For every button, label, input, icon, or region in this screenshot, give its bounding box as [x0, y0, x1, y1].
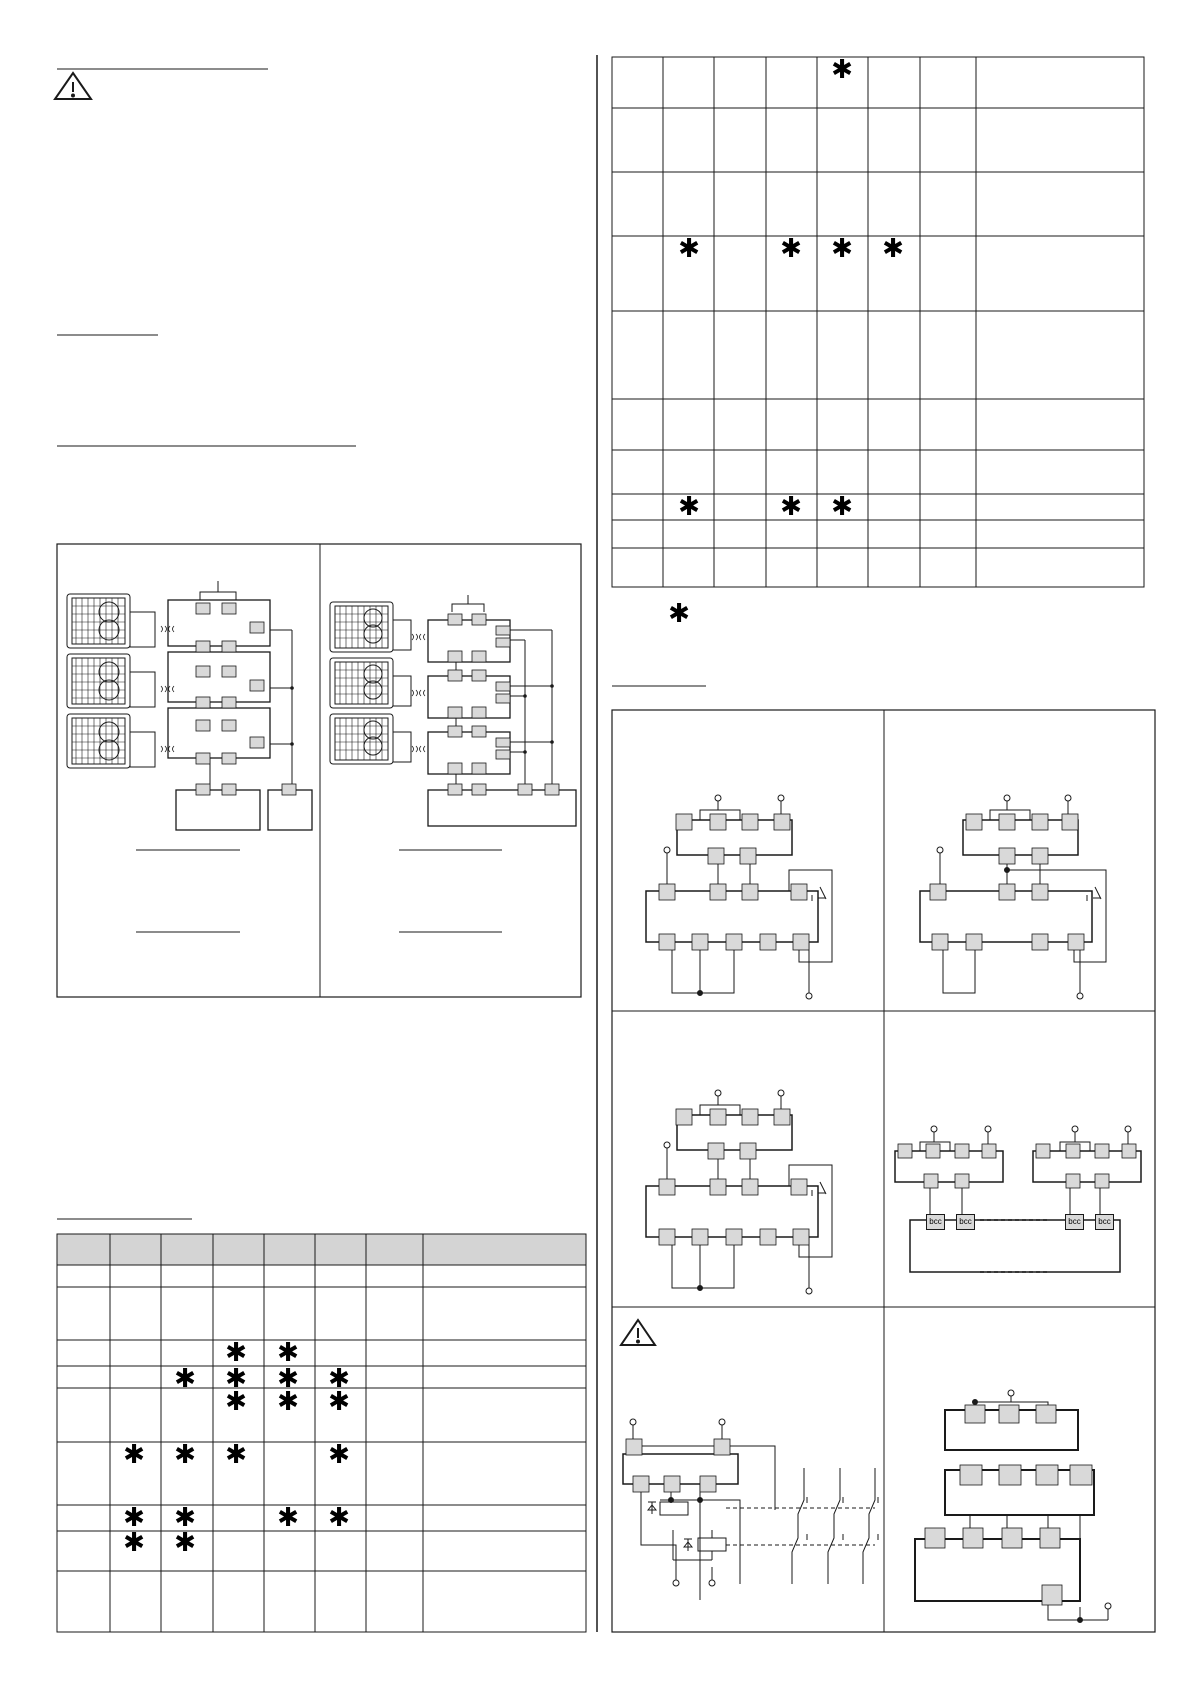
legend-star: ✱ [668, 599, 690, 629]
table-star: ✱ [174, 1503, 196, 1533]
table-star: ✱ [277, 1364, 299, 1394]
table-star: ✱ [225, 1338, 247, 1368]
table-star: ✱ [328, 1503, 350, 1533]
bus-box: bcc [956, 1214, 975, 1230]
table-star: ✱ [780, 492, 802, 522]
table-star: ✱ [882, 234, 904, 264]
table-star: ✱ [225, 1387, 247, 1417]
table-star: ✱ [328, 1364, 350, 1394]
bus-box: bcc [1095, 1214, 1114, 1230]
warning-triangle-icon [55, 73, 91, 99]
table-star: ✱ [277, 1387, 299, 1417]
table-star: ✱ [328, 1440, 350, 1470]
outdoor-unit-group-right [330, 602, 411, 764]
bus-box: bcc [1065, 1214, 1084, 1230]
warning-triangle-icon [621, 1320, 655, 1345]
table-star: ✱ [780, 234, 802, 264]
wiring-diagram-f [915, 1390, 1111, 1623]
table-star: ✱ [328, 1387, 350, 1417]
left-table-grid [57, 1234, 586, 1632]
table-star: ✱ [831, 55, 853, 85]
table-star: ✱ [225, 1364, 247, 1394]
table-star: ✱ [123, 1503, 145, 1533]
table-star: ✱ [277, 1338, 299, 1368]
table-star: ✱ [678, 234, 700, 264]
table-star: ✱ [225, 1440, 247, 1470]
table-star: ✱ [174, 1440, 196, 1470]
table-star: ✱ [123, 1528, 145, 1558]
table-star: ✱ [831, 234, 853, 264]
table-star: ✱ [678, 492, 700, 522]
table-star: ✱ [174, 1528, 196, 1558]
bus-box: bcc [926, 1214, 945, 1230]
table-star: ✱ [277, 1503, 299, 1533]
wiring-diagram-e [623, 1419, 878, 1600]
table-star: ✱ [174, 1364, 196, 1394]
table-star: ✱ [123, 1440, 145, 1470]
table-star: ✱ [831, 492, 853, 522]
